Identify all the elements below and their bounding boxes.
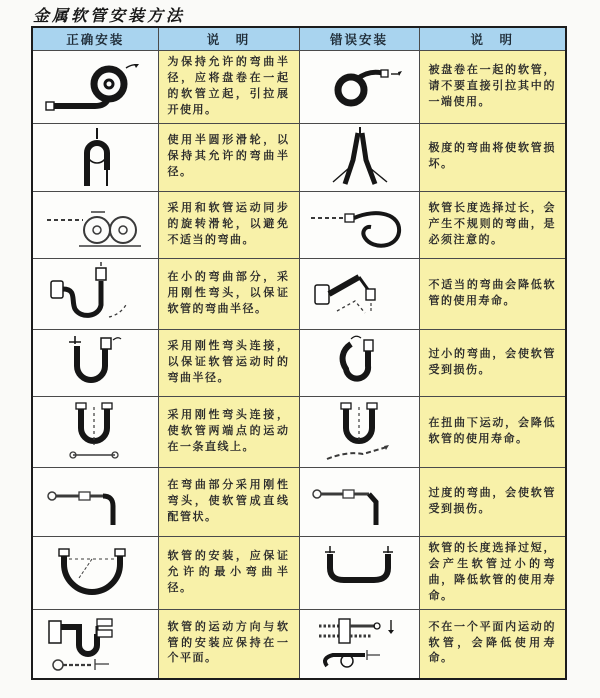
- correct-description-cell: [158, 191, 299, 258]
- correct-image-cell: [32, 467, 158, 536]
- synchronized-rotating-pulleys-icon: [39, 196, 151, 254]
- wrong-description-cell: [419, 258, 566, 329]
- overbent-elbow-hose-icon: [305, 471, 413, 533]
- straight-piping-with-elbow-icon: [39, 471, 151, 533]
- description-text: 过度的弯曲，会使软管受到损伤。: [428, 486, 556, 515]
- description-text: 采用刚性弯头连接，使软管两端点的运动在一条直线上。: [167, 408, 290, 453]
- wrong-description-cell: [419, 123, 566, 191]
- correct-description-cell: [158, 609, 299, 679]
- wrong-image-cell: [299, 191, 419, 258]
- table-row: [32, 258, 566, 329]
- correct-image-cell: [32, 396, 158, 467]
- correct-image-cell: [32, 258, 158, 329]
- wrong-image-cell: [299, 51, 419, 124]
- description-text: 使用半圆形滑轮，以保持其允许的弯曲半径。: [167, 134, 290, 179]
- table-row: [32, 536, 566, 609]
- table-row: [32, 396, 566, 467]
- wrong-description-cell: [419, 51, 566, 124]
- description-text: 不在一个平面内运动的软管，会降低使用寿命。: [428, 620, 556, 665]
- correct-image-cell: [32, 51, 158, 124]
- coiled-hose-upright-icon: [39, 57, 151, 117]
- correct-image-cell: [32, 536, 158, 609]
- description-text: 软管的安装，应保证允许的最小弯曲半径。: [167, 549, 290, 594]
- rigid-elbow-small-bend-icon: [39, 261, 151, 327]
- improper-sharp-bend-icon: [305, 261, 413, 327]
- u-hose-twisted-motion-icon: [305, 399, 413, 465]
- description-text: 采用刚性弯头连接，以保证软管运动时的弯曲半径。: [167, 339, 290, 384]
- wrong-description-cell: [419, 536, 566, 609]
- non-planar-assembly-icon: [305, 612, 413, 676]
- correct-description-cell: [158, 536, 299, 609]
- wrong-image-cell: [299, 329, 419, 396]
- description-text: 在小的弯曲部分，采用刚性弯头，以保证软管的弯曲半径。: [167, 270, 290, 315]
- wrong-description-cell: [419, 467, 566, 536]
- header-row: [32, 27, 566, 51]
- header-wrong-description: 说 明: [419, 27, 566, 51]
- wrong-description-cell: [419, 191, 566, 258]
- header-wrong-install: 错误安装: [299, 27, 419, 51]
- description-text: 被盘卷在一起的软管，请不要直接引拉其中的一端使用。: [428, 63, 556, 108]
- correct-description-cell: [158, 396, 299, 467]
- table-row: [32, 329, 566, 396]
- correct-image-cell: [32, 191, 158, 258]
- wrong-description-cell: [419, 609, 566, 679]
- overlong-hose-loop-icon: [305, 196, 413, 254]
- description-text: 软管的运动方向与软管的安装应保持在一个平面。: [167, 620, 290, 665]
- description-text: 采用和软管运动同步的旋转滑轮，以避免不适当的弯曲。: [167, 201, 290, 246]
- correct-description-cell: [158, 329, 299, 396]
- correct-description-cell: [158, 258, 299, 329]
- table-row: [32, 467, 566, 536]
- coiled-hose-end-pulled-icon: [305, 57, 413, 117]
- minimum-bend-radius-u-icon: [39, 542, 151, 604]
- description-text: 在弯曲部分采用刚性弯头，使软管成直线配管状。: [167, 478, 290, 523]
- description-text: 软管的长度选择过短，会产生软管过小的弯曲，降低软管的使用寿命。: [428, 541, 556, 602]
- correct-image-cell: [32, 123, 158, 191]
- wrong-image-cell: [299, 609, 419, 679]
- wrong-description-cell: [419, 396, 566, 467]
- u-hose-straight-line-motion-icon: [39, 399, 151, 465]
- correct-image-cell: [32, 329, 158, 396]
- correct-description-cell: [158, 123, 299, 191]
- description-text: 在扭曲下运动，会降低软管的使用寿命。: [428, 416, 556, 445]
- too-small-bend-hose-icon: [305, 332, 413, 394]
- page-title: 金属软管安装方法: [33, 6, 186, 25]
- description-text: 软管长度选择过长，会产生不规则的弯曲，是必须注意的。: [428, 201, 556, 246]
- correct-description-cell: [158, 51, 299, 124]
- header-correct-install: 正确安装: [32, 27, 158, 51]
- wrong-description-cell: [419, 329, 566, 396]
- table-row: [32, 609, 566, 679]
- table-row: [32, 123, 566, 191]
- correct-description-cell: [158, 467, 299, 536]
- table-row: [32, 51, 566, 124]
- header-correct-description: 说 明: [158, 27, 299, 51]
- wrong-image-cell: [299, 536, 419, 609]
- wrong-image-cell: [299, 467, 419, 536]
- description-text: 极度的弯曲将使软管损坏。: [428, 142, 556, 171]
- hose-extreme-fold-icon: [305, 126, 413, 188]
- table-row: [32, 191, 566, 258]
- too-short-flat-u-icon: [305, 542, 413, 604]
- description-text: 不适当的弯曲会降低软管的使用寿命。: [428, 278, 556, 307]
- rigid-elbow-u-hose-icon: [39, 332, 151, 394]
- hose-installation-table: [31, 26, 567, 680]
- wrong-image-cell: [299, 396, 419, 467]
- wrong-image-cell: [299, 258, 419, 329]
- wrong-image-cell: [299, 123, 419, 191]
- hose-on-semicircular-pulley-icon: [39, 126, 151, 188]
- correct-image-cell: [32, 609, 158, 679]
- description-text: 过小的弯曲，会使软管受到损伤。: [428, 347, 556, 376]
- planar-trap-assembly-icon: [39, 612, 151, 676]
- description-text: 为保持允许的弯曲半径，应将盘卷在一起的软管立起，引拉展开使用。: [167, 56, 290, 116]
